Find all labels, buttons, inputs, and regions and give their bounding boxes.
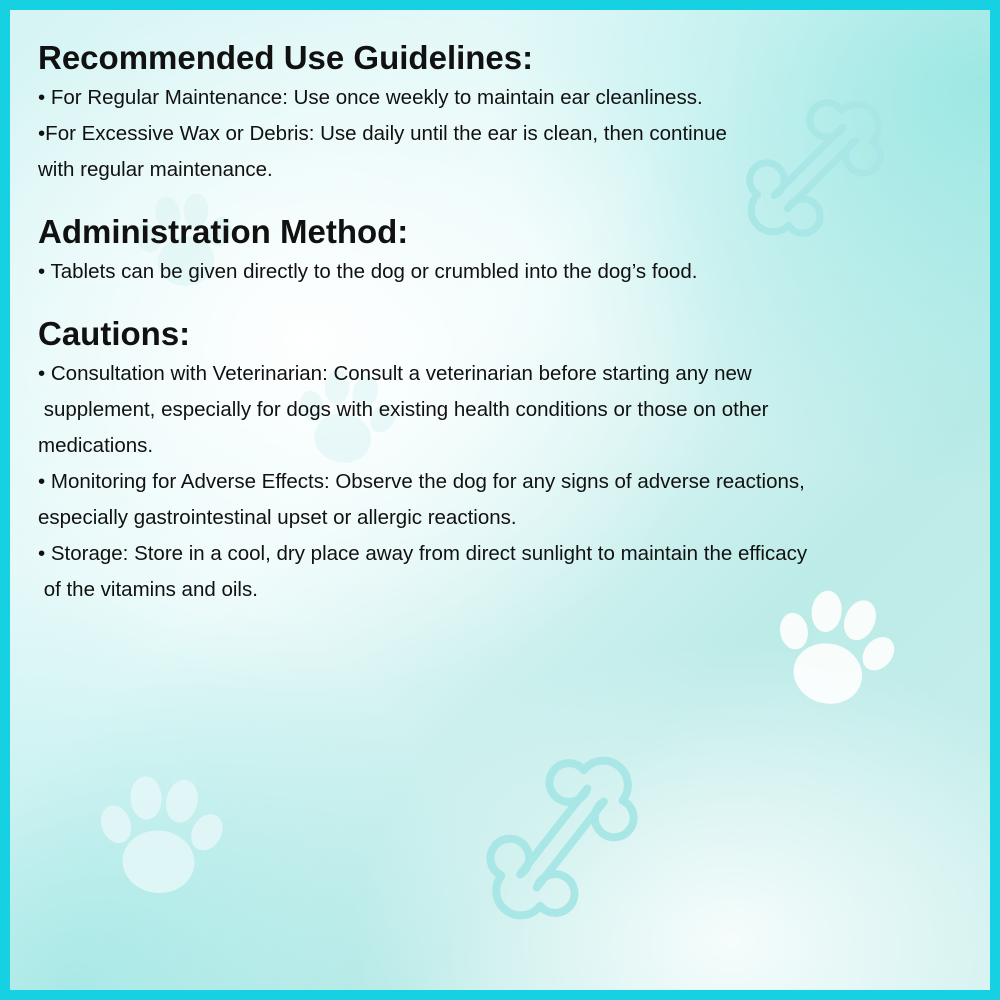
section-recommended-use <box>38 36 968 188</box>
caution-line: especially gastrointestinal upset or allergic reactions. <box>38 506 517 529</box>
caution-line: medications. <box>38 434 154 457</box>
caution-line: supplement, especially for dogs with existing health conditions or those on other <box>38 398 769 421</box>
section-heading: Administration Method: <box>38 213 409 250</box>
guideline-line: •For Excessive Wax or Debris: Use daily until the ear is clean, then continue <box>38 122 727 145</box>
guideline-line: with regular maintenance. <box>38 158 273 181</box>
guideline-line: • For Regular Maintenance: Use once weekly to maintain ear cleanliness. <box>38 86 703 109</box>
administration-line: • Tablets can be given directly to the dog or crumbled into the dog’s food. <box>38 260 698 283</box>
paw-print-icon <box>89 770 232 898</box>
section-cautions <box>38 312 968 608</box>
caution-line: • Consultation with Veterinarian: Consult a veterinarian before starting any new <box>38 362 752 385</box>
section-heading: Cautions: <box>38 315 191 352</box>
caution-line: of the vitamins and oils. <box>38 578 258 601</box>
section-heading: Recommended Use Guidelines: <box>38 39 534 76</box>
caution-line: • Monitoring for Adverse Effects: Observe the dog for any signs of adverse reactions, <box>38 470 805 493</box>
content-area <box>38 36 968 608</box>
caution-line: • Storage: Store in a cool, dry place away from direct sunlight to maintain the efficacy <box>38 542 808 565</box>
section-administration-method <box>38 210 968 290</box>
dog-bone-icon <box>468 736 657 939</box>
